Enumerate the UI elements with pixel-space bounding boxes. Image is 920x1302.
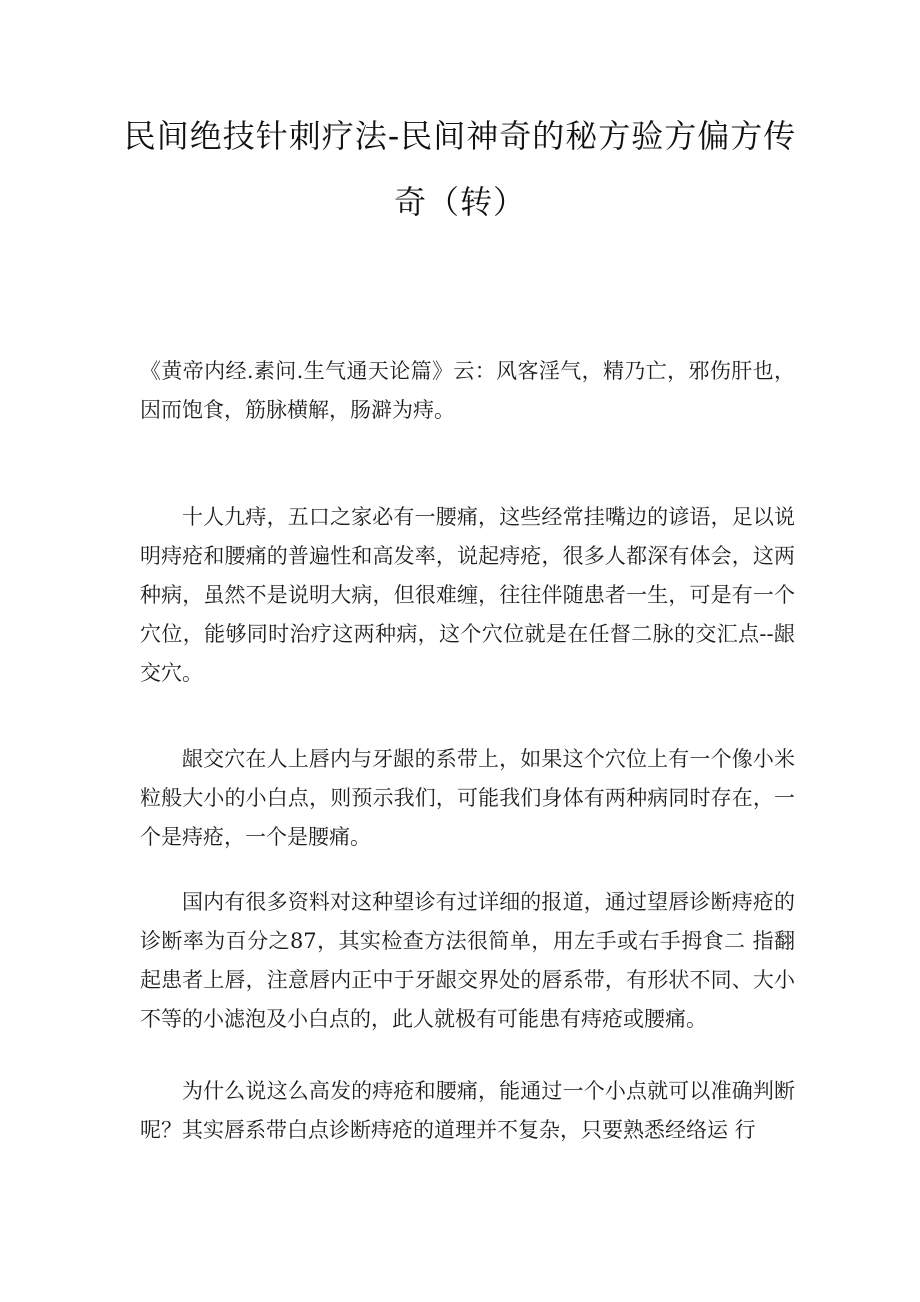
paragraph-3: 国内有很多资料对这种望诊有过详细的报道，通过望唇诊断痔疮的诊断率为百分之87，其实检查方法很简单，用左手或右手拇食二 指翻起患者上唇，注意唇内正中于牙龈交界处的唇系带，有形状不同、大小不等的小滤泡及小白点的，此人就极有可能患有痔疮或腰痛。 [140, 890, 795, 1031]
document-title: 民间绝技针刺疗法-民间神奇的秘方验方偏方传奇（转） [123, 117, 797, 221]
paragraph-1: 十人九痔，五口之家必有一腰痛，这些经常挂嘴边的谚语，足以说明痔疮和腰痛的普遍性和高发率，说起痔疮，很多人都深有体会，这两种病，虽然不是说明大病，但很难缠，往往伴随患者一生，可是有一个穴位，能够同时治疗这两种病，这个穴位就是在任督二脉的交汇点--龈交穴。 [140, 505, 795, 685]
paragraph-4: 为什么说这么高发的痔疮和腰痛，能通过一个小点就可以准确判断呢？其实唇系带白点诊断痔疮的道理并不复杂，只要熟悉经络运 行 [140, 1079, 795, 1142]
paragraph-quote: 《黄帝内经.素问.生气通天论篇》云：风客淫气，精乃亡，邪伤肝也，因而饱食，筋脉横解，肠澼为痔。 [140, 359, 795, 422]
paragraph-2: 龈交穴在人上唇内与牙龈的系带上，如果这个穴位上有一个像小米粒般大小的小白点，则预示我们，可能我们身体有两种病同时存在，一个是痔疮，一个是腰痛。 [140, 747, 795, 849]
